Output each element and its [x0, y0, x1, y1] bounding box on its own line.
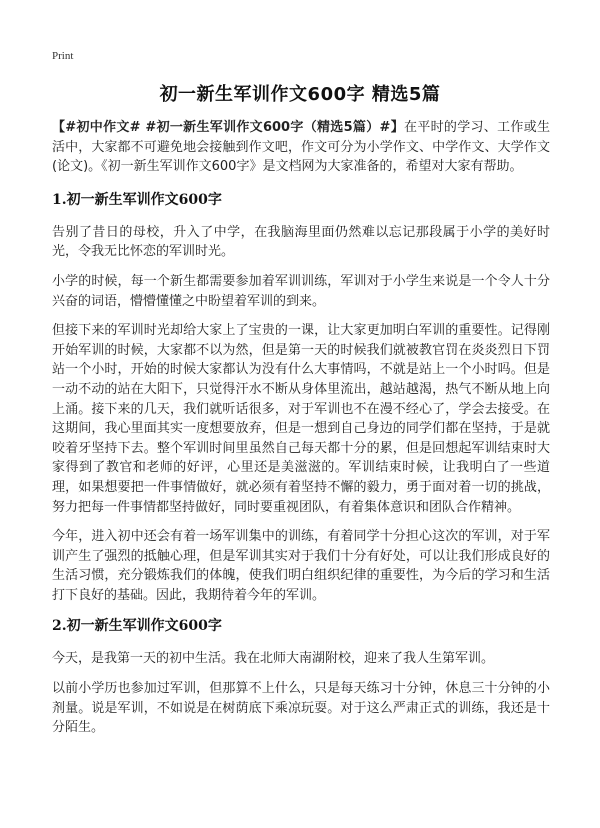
paragraph: 以前小学历也参加过军训，但那算不上什么，只是每天练习十分钟，休息三十分钟的小剂量。说是军训，不如说是在树荫底下乘凉玩耍。对于这么严肃正式的训练，我还是十分陌生。	[52, 681, 550, 736]
section-1	[52, 189, 550, 606]
paragraph: 今天，是我第一天的初中生活。我在北师大南湖附校，迎来了我人生第军训。	[52, 651, 495, 667]
paragraph: 今年，进入初中还会有着一场军训集中的训练，有着同学十分担心这次的军训，对于军训产生了强烈的抵触心理，但是军训其实对于我们十分有好处，可以让我们形成良好的生活习惯，充分锻炼我们的体魄，使我们明白组织纪律的重要性，为今后的学习和生活打下良好的基础。因此，我期待着今年的军训。	[52, 529, 550, 603]
print-link[interactable]: Print	[52, 50, 74, 62]
intro-paragraph	[52, 118, 550, 177]
article-tags: 【#初中作文# #初一新生军训作文600字（精选5篇）#】	[52, 120, 405, 135]
article-body	[52, 118, 550, 748]
section-heading: 1.初一新生军训作文600字	[52, 191, 222, 208]
paragraph: 小学的时候，每一个新生都需要参加着军训训练，军训对于小学生来说是一个令人十分兴奋的词语，懵懵懂懂之中盼望着军训的到来。	[52, 273, 550, 309]
section-heading: 2.初一新生军训作文600字	[52, 618, 222, 635]
paragraph: 但接下来的军训时光却给大家上了宝贵的一课，让大家更加明白军训的重要性。记得刚开始军训的时候，大家都不以为然，但是第一天的时候我们就被教官罚在炎炎烈日下罚站一个小时，开始的时候大家都认为没有什么大事情吗，不就是站上一个小时吗。但是一动不动的站在大阳下，只觉得汗水不断从身体里流出，越站越渴，热气不断从地上向上涌。接下来的几天，我们就听话很多，对于军训也不在漫不经心了，学会去接受。在这期间，我心里面其实一度想要放弃，但是一想到自己身边的同学们都在坚持，于是就咬着牙坚持下去。整个军训时间里虽然自己每天都十分的累，但是回想起军训结束时大家得到了教官和老师的好评，心里还是美滋滋的。军训结束时候，让我明白了一些道理，如果想要把一件事情做好，就必须有着坚持不懈的毅力，勇于面对着一切的挑战，努力把每一件事情都坚持做好，同时要重视团队，有着集体意识和团队合作精神。	[52, 323, 550, 515]
intro-text: 在平时的学习、工作或生活中，大家都不可避免地会接触到作文吧，作文可分为小学作文、中学作文、大学作文(论文)。《初一新生军训作文600字》是文档网为大家准备的，希望对大家有帮助。	[52, 120, 550, 175]
document-title: 初一新生军训作文600字 精选5篇	[159, 84, 441, 105]
paragraph: 告别了昔日的母校，升入了中学，在我脑海里面仍然难以忘记那段属于小学的美好时光，令我无比怀恋的军训时光。	[52, 224, 550, 260]
section-2	[52, 615, 550, 737]
